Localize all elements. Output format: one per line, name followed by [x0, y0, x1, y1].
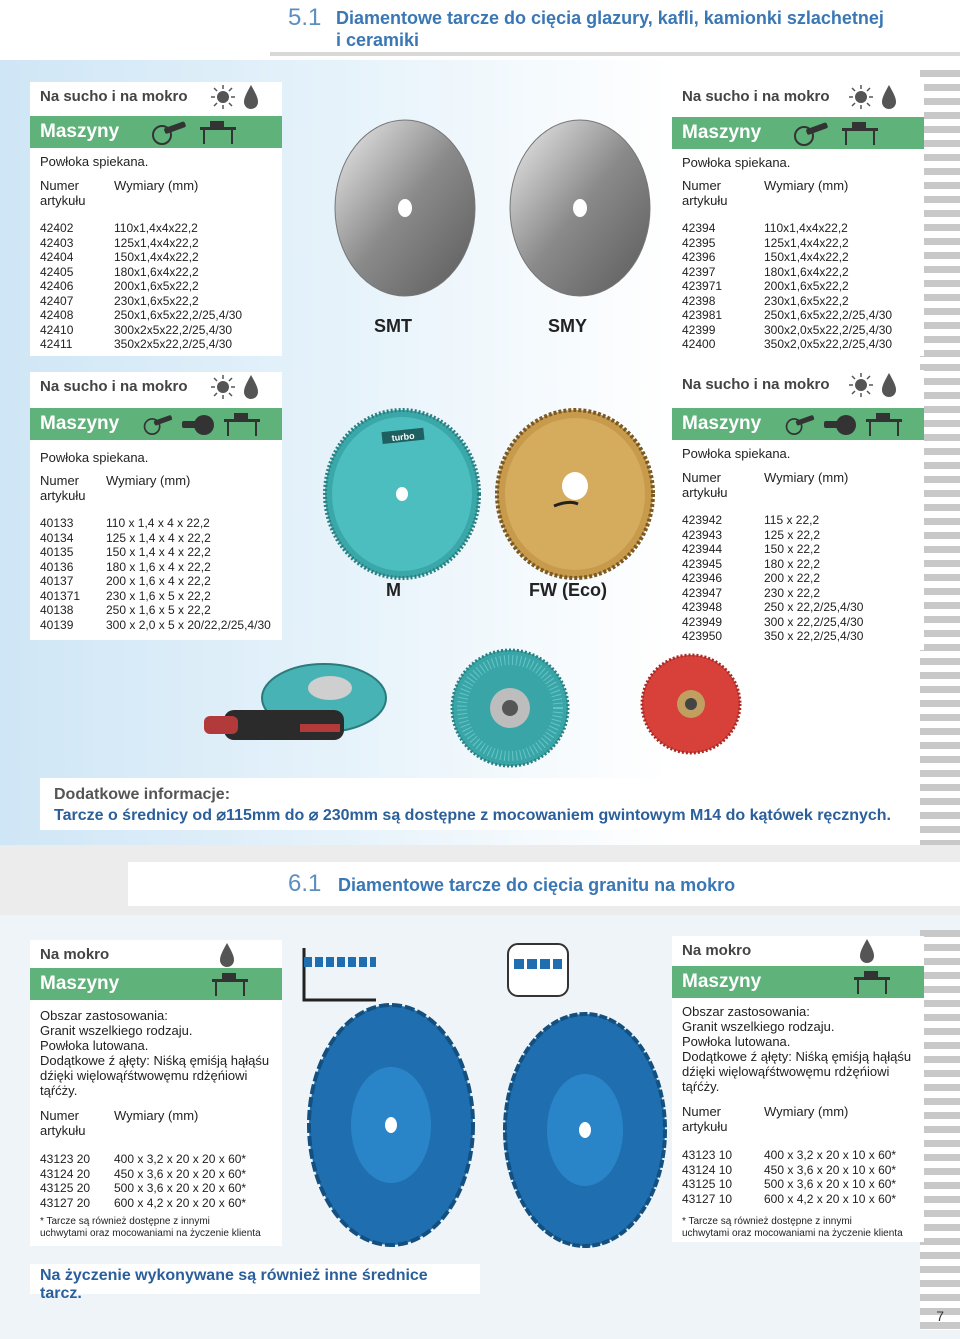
water-drop-icon [242, 84, 260, 110]
table-row [682, 600, 863, 615]
angle-grinder-icon [792, 120, 830, 146]
article-number: 43127 10 [682, 1191, 733, 1206]
section-number: 6.1 [288, 870, 322, 897]
table-row [682, 279, 892, 294]
table-row [682, 629, 863, 644]
table-row [682, 1192, 896, 1207]
article-number: 40133 [40, 516, 74, 530]
article-number: 423946 [682, 571, 723, 585]
article-number: 40138 [40, 603, 74, 617]
dimensions: 250x1,6x5x22,2/25,4/30 [114, 308, 243, 322]
product-panel-granite-10 [672, 936, 924, 1242]
column-header-dimensions: Wymiary (mm) [764, 470, 849, 485]
granite-disc-10-image [500, 940, 670, 1250]
column-header-article: artykułu [40, 488, 86, 503]
coating-note: Powłoka spiekana. [40, 450, 149, 465]
article-number: 43123 20 [40, 1152, 91, 1166]
dimensions: 250x1,6x5x22,2/25,4/30 [764, 308, 893, 322]
dimensions: 125 x 22,2 [764, 527, 821, 542]
column-header-dimensions: Wymiary (mm) [764, 178, 849, 193]
article-number: 423942 [682, 513, 723, 527]
article-number: 42406 [40, 279, 74, 293]
column-header-article: artykułu [682, 1119, 728, 1134]
dimensions: 180 x 1,6 x 4 x 22,2 [106, 559, 211, 574]
article-number: 42402 [40, 221, 74, 235]
section-title: Diamentowe tarcze do cięcia glazury, kafli, kamionki szlachetnej [336, 8, 884, 28]
dimensions: 350x2,0x5x22,2/25,4/30 [764, 337, 893, 351]
article-number: 43125 10 [682, 1177, 733, 1191]
article-number: 40139 [40, 617, 74, 632]
section-title-line2: i ceramiki [336, 30, 420, 50]
dimensions: 115 x 22,2 [764, 513, 820, 527]
footnote: * Tarcze są również dostępne z innymi uchwytami oraz mocowaniami na życzenie klienta [682, 1216, 903, 1239]
dimensions: 110x1,4x4x22,2 [764, 221, 848, 235]
product-table [682, 513, 863, 644]
table-row [40, 236, 242, 251]
article-number: 43124 20 [40, 1166, 91, 1181]
column-header-number: Numer [40, 1108, 80, 1123]
cut-off-saw-icon [822, 411, 858, 437]
product-table [40, 516, 271, 632]
machines-bar [30, 116, 282, 148]
article-number: 423971 [682, 279, 723, 293]
grinder-with-disc-photo [204, 658, 394, 754]
column-header-dimensions: Wymiary (mm) [114, 1108, 199, 1123]
article-number: 42410 [40, 322, 74, 337]
product-table [40, 221, 242, 352]
dimensions: 125x1,4x4x22,2 [114, 235, 199, 250]
machines-bar [672, 117, 924, 149]
table-row [40, 516, 271, 531]
column-header-article: artykułu [682, 485, 728, 500]
article-number: 42407 [40, 293, 74, 308]
table-row [682, 236, 892, 251]
dimensions: 300 x 2,0 x 5 x 20/22,2/25,4/30 [106, 617, 271, 632]
dimensions: 125x1,4x4x22,2 [764, 235, 849, 250]
dimensions: 180x1,6x4x22,2 [764, 264, 849, 279]
turbo-logo-text: turbo [391, 430, 416, 444]
article-number: 423981 [682, 308, 723, 322]
article-number: 42394 [682, 221, 716, 235]
disc-label-smy: SMY [548, 316, 588, 336]
section-number: 5.1 [288, 4, 322, 31]
product-panel-smy [672, 82, 924, 356]
dimensions: 230x1,6x5x22,2 [114, 293, 199, 308]
custom-diameters-note: Na życzenie wykonywane są również inne średnice tarcz. [30, 1264, 480, 1294]
article-number: 42411 [40, 337, 73, 351]
table-row [682, 221, 892, 236]
dimensions: 230 x 22,2 [764, 585, 821, 600]
machines-label: Maszyny [682, 122, 762, 143]
machines-bar [672, 408, 924, 440]
sun-icon [210, 374, 236, 400]
table-saw-icon [222, 411, 262, 437]
cut-off-saw-icon [180, 411, 216, 437]
condition-label: Na mokro [40, 946, 110, 963]
water-drop-icon [242, 374, 260, 400]
machines-bar [30, 968, 282, 1000]
machines-label: Maszyny [682, 971, 762, 992]
condition-label: Na sucho i na mokro [40, 378, 188, 395]
table-row [40, 545, 271, 560]
table-row [682, 615, 863, 630]
article-number: 42399 [682, 322, 716, 337]
dimensions: 400 x 3,2 x 20 x 10 x 60* [764, 1148, 897, 1162]
article-number: 40136 [40, 559, 74, 574]
dimensions: 200 x 22,2 [764, 571, 821, 585]
article-number: 42395 [682, 235, 716, 250]
water-drop-icon [880, 84, 898, 110]
condition-label: Na sucho i na mokro [682, 88, 830, 105]
table-row [40, 308, 242, 323]
article-number: 401371 [40, 588, 81, 603]
dimensions: 300x2,0x5x22,2/25,4/30 [764, 322, 893, 337]
article-number: 423950 [682, 629, 723, 643]
table-row [682, 1148, 896, 1163]
product-table [682, 1148, 896, 1206]
article-number: 43125 20 [40, 1181, 91, 1195]
table-row [40, 337, 242, 352]
granite-disc-20-image [296, 940, 476, 1250]
product-table [40, 1152, 246, 1210]
table-row [40, 279, 242, 294]
article-number: 42400 [682, 337, 716, 351]
dimensions: 600 x 4,2 x 20 x 20 x 60* [114, 1195, 247, 1210]
article-number: 43124 10 [682, 1162, 733, 1177]
disc-label-m: M [386, 580, 401, 600]
additional-info-title: Dodatkowe informacje: [54, 786, 231, 803]
article-number: 42404 [40, 250, 74, 264]
dimensions: 350 x 22,2/25,4/30 [764, 629, 864, 643]
table-row [682, 1163, 896, 1178]
table-row [682, 308, 892, 323]
table-row [682, 250, 892, 265]
sun-icon [848, 84, 874, 110]
table-row [682, 557, 863, 572]
table-row [682, 323, 892, 338]
coating-note: Powłoka spiekana. [40, 154, 149, 169]
table-row [682, 337, 892, 352]
dimensions: 450 x 3,6 x 20 x 10 x 60* [764, 1162, 897, 1177]
article-number: 42405 [40, 264, 74, 279]
table-saw-icon [840, 120, 880, 146]
dimensions: 450 x 3,6 x 20 x 20 x 60* [114, 1166, 247, 1181]
decorative-stripes-bottom [920, 930, 960, 1330]
article-number: 42396 [682, 250, 716, 264]
machines-label: Maszyny [40, 413, 120, 434]
dimensions: 180x1,6x4x22,2 [114, 264, 199, 279]
sun-icon [848, 372, 874, 398]
section-header-5-1 [270, 0, 960, 56]
angle-grinder-icon [784, 411, 816, 437]
dimensions: 150 x 22,2 [764, 542, 821, 556]
section-header-6-1 [128, 862, 960, 906]
additional-info-box [40, 778, 920, 830]
table-row [682, 265, 892, 280]
water-drop-icon [858, 938, 876, 964]
dimensions: 110x1,4x4x22,2 [114, 221, 198, 235]
disc-label-smt: SMT [374, 316, 412, 336]
dimensions: 250 x 1,6 x 5 x 22,2 [106, 603, 211, 617]
machines-label: Maszyny [682, 413, 762, 434]
dimensions: 200 x 1,6 x 4 x 22,2 [106, 574, 211, 588]
coating-note: Powłoka spiekana. [682, 446, 791, 461]
water-drop-icon [218, 942, 236, 968]
table-saw-icon [852, 969, 892, 995]
table-row [40, 1152, 246, 1167]
table-row [682, 513, 863, 528]
table-row [40, 1196, 246, 1211]
dimensions: 500 x 3,6 x 20 x 10 x 60* [764, 1177, 897, 1191]
machines-label: Maszyny [40, 973, 120, 994]
table-row [40, 603, 271, 618]
section-title: Diamentowe tarcze do cięcia granitu na mokro [338, 875, 736, 895]
column-header-number: Numer [40, 178, 80, 193]
article-number: 423949 [682, 614, 723, 629]
table-row [682, 1177, 896, 1192]
condition-label: Na mokro [682, 942, 752, 959]
article-number: 42403 [40, 235, 74, 250]
table-row [40, 323, 242, 338]
dimensions: 400 x 3,2 x 20 x 20 x 60* [114, 1152, 247, 1166]
disc-label-fw-eco: FW (Eco) [529, 580, 607, 600]
coating-note: Powłoka spiekana. [682, 155, 791, 170]
sun-icon [210, 84, 236, 110]
dimensions: 300 x 22,2/25,4/30 [764, 614, 864, 629]
footnote: * Tarcze są również dostępne z innymi uchwytami oraz mocowaniami na życzenie klienta [40, 1216, 261, 1239]
application-description: Obszar zastosowania: Granit wszelkiego rodzaju. Powłoka lutowana. Dodątkowe ź ąłęty: Niśką ęmiśją hąłąśu dźięki więlowąŕśtwowęmu rdżęńiowi tąŕćży. [682, 1004, 912, 1094]
water-drop-icon [880, 372, 898, 398]
dimensions: 200x1,6x5x22,2 [114, 279, 199, 293]
table-row [40, 531, 271, 546]
machines-label: Maszyny [40, 121, 120, 142]
dimensions: 150 x 1,4 x 4 x 22,2 [106, 545, 211, 559]
dimensions: 125 x 1,4 x 4 x 22,2 [106, 530, 211, 545]
table-row [40, 589, 271, 604]
column-header-number: Numer [682, 178, 722, 193]
table-row [682, 542, 863, 557]
condition-label: Na sucho i na mokro [40, 88, 188, 105]
fw-eco-disc-image [494, 408, 656, 580]
column-header-article: artykułu [40, 193, 86, 208]
dimensions: 150x1,4x4x22,2 [114, 250, 199, 264]
application-description: Obszar zastosowania: Granit wszelkiego rodzaju. Powłoka lutowana. Dodątkowe ź ąłęty: Niśką ęmiśją hąłąśu dźięki więlowąŕśtwowęmu rdżęńiowi tąŕćży. [40, 1008, 270, 1098]
table-row [40, 618, 271, 633]
product-table [682, 221, 892, 352]
column-header-dimensions: Wymiary (mm) [114, 178, 199, 193]
column-header-dimensions: Wymiary (mm) [106, 473, 191, 488]
machines-bar [30, 408, 282, 440]
article-number: 423943 [682, 527, 723, 542]
smy-disc-image [505, 118, 655, 298]
table-row [40, 294, 242, 309]
angle-grinder-icon [150, 119, 188, 145]
dimensions: 200x1,6x5x22,2 [764, 279, 849, 293]
dimensions: 300x2x5x22,2/25,4/30 [114, 322, 233, 337]
article-number: 423948 [682, 600, 723, 614]
article-number: 423944 [682, 542, 723, 556]
product-panel-granite-20 [30, 940, 282, 1246]
table-row [682, 528, 863, 543]
table-row [682, 294, 892, 309]
article-number: 42398 [682, 293, 716, 308]
article-number: 40134 [40, 530, 74, 545]
column-header-number: Numer [40, 473, 80, 488]
column-header-article: artykułu [682, 193, 728, 208]
product-panel-m [30, 372, 282, 640]
m-turbo-disc-image [322, 408, 482, 580]
table-row [682, 586, 863, 601]
dimensions: 350x2x5x22,2/25,4/30 [114, 337, 233, 351]
table-row [40, 1181, 246, 1196]
machines-bar [672, 966, 924, 998]
column-header-number: Numer [682, 1104, 722, 1119]
column-header-dimensions: Wymiary (mm) [764, 1104, 849, 1119]
article-number: 423945 [682, 556, 723, 571]
product-panel-fw [672, 370, 924, 650]
article-number: 42397 [682, 264, 716, 279]
dimensions: 150x1,4x4x22,2 [764, 250, 849, 264]
condition-label: Na sucho i na mokro [682, 376, 830, 393]
article-number: 43123 10 [682, 1148, 733, 1162]
article-number: 423947 [682, 585, 723, 600]
table-row [40, 560, 271, 575]
article-number: 40135 [40, 545, 74, 559]
article-number: 40137 [40, 574, 74, 588]
dimensions: 500 x 3,6 x 20 x 20 x 60* [114, 1181, 247, 1195]
table-saw-icon [864, 411, 904, 437]
dimensions: 250 x 22,2/25,4/30 [764, 600, 864, 614]
dimensions: 180 x 22,2 [764, 556, 821, 571]
column-header-article: artykułu [40, 1123, 86, 1138]
table-row [40, 265, 242, 280]
additional-info-text: Tarcze o średnicy od ⌀115mm do ⌀ 230mm są dostępne z mocowaniem gwintowym M14 do kątówek ręcznych. [54, 807, 891, 824]
dimensions: 230 x 1,6 x 5 x 22,2 [106, 588, 211, 603]
column-header-number: Numer [682, 470, 722, 485]
article-number: 43127 20 [40, 1195, 91, 1210]
table-row [682, 571, 863, 586]
page-number: 7 [936, 1308, 944, 1324]
dimensions: 600 x 4,2 x 20 x 10 x 60* [764, 1191, 897, 1206]
article-number: 42408 [40, 308, 74, 322]
dimensions: 110 x 1,4 x 4 x 22,2 [106, 516, 210, 530]
red-disc-m14-photo [640, 652, 742, 756]
table-row [40, 574, 271, 589]
angle-grinder-icon [142, 411, 174, 437]
product-panel-smt [30, 82, 282, 356]
table-row [40, 221, 242, 236]
table-saw-icon [198, 119, 238, 145]
table-row [40, 250, 242, 265]
smt-disc-image [330, 118, 480, 298]
table-saw-icon [210, 971, 250, 997]
dimensions: 230x1,6x5x22,2 [764, 293, 849, 308]
turbo-disc-m14-photo [448, 648, 573, 768]
table-row [40, 1167, 246, 1182]
